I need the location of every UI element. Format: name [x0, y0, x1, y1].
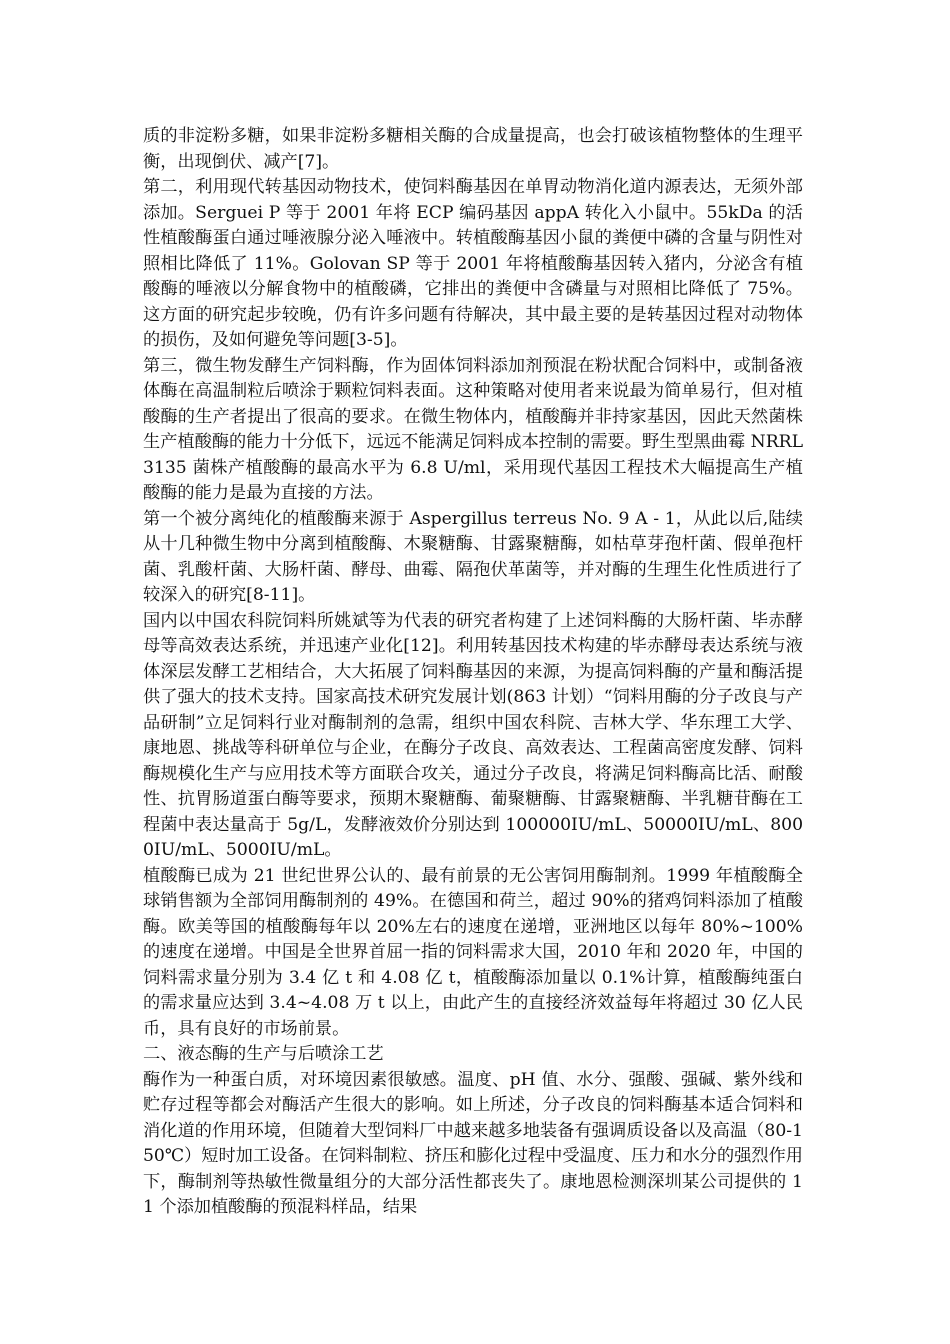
section-heading: 二、液态酶的生产与后喷涂工艺	[143, 1044, 384, 1064]
paragraph-5: 国内以中国农科院饲料所姚斌等为代表的研究者构建了上述饲料酶的大肠杆菌、毕赤酵母等高效表达系统，并迅速产业化[12]。利用转基因技术构建的毕赤酵母表达系统与液体深层发酵工艺相结合，大大拓展了饲料酶基因的来源，为提高饲料酶的产量和酶活提供了强大的技术支持。国家高技术研究发展计划(863 计划）“饲料用酶的分子改良与产品研制”立足饲料行业对酶制剂的急需，组织中国农科院、吉林大学、华东理工大学、康地恩、挑战等科研单位与企业，在酶分子改良、高效表达、工程菌高密度发酵、饲料酶规模化生产与应用技术等方面联合攻关，通过分子改良，将满足饲料酶高比活、耐酸性、抗胃肠道蛋白酶等要求，预期木聚糖酶、葡聚糖酶、甘露聚糖酶、半乳糖苷酶在工程菌中表达量高于 5g/L，发酵液效价分别达到 100000IU/mL、50000IU/mL、8000IU/mL、5000IU/mL。	[143, 610, 803, 860]
paragraph-4: 第一个被分离纯化的植酸酶来源于 Aspergillus terreus No. 9 A - 1，从此以后,陆续从十几种微生物中分离到植酸酶、木聚糖酶、甘露聚糖酶，如枯草芽孢杆菌、假单孢杆菌、乳酸杆菌、大肠杆菌、酵母、曲霉、隔孢伏革菌等，并对酶的生理生化性质进行了较深入的研究[8-11]。	[143, 508, 803, 605]
paragraph-2: 第二，利用现代转基因动物技术，使饲料酶基因在单胃动物消化道内源表达，无须外部添加。Serguei P 等于 2001 年将 ECP 编码基因 appA 转化入小鼠中。55kDa 的活性植酸酶蛋白通过唾液腺分泌入唾液中。转植酸酶基因小鼠的粪便中磷的含量与阴性对照相比降低了 11%。Golovan SP 等于 2001 年将植酸酶基因转入猪内，分泌含有植酸酶的唾液以分解食物中的植酸磷，它排出的粪便中含磷量与对照相比降低了 75%。这方面的研究起步较晚，仍有许多问题有待解决，其中最主要的是转基因过程对动物体的损伤，及如何避免等问题[3-5]。	[143, 177, 803, 350]
paragraph-3: 第三，微生物发酵生产饲料酶，作为固体饲料添加剂预混在粉状配合饲料中，或制备液体酶在高温制粒后喷涂于颗粒饲料表面。这种策略对使用者来说最为简单易行，但对植酸酶的生产者提出了很高的要求。在微生物体内，植酸酶并非持家基因，因此天然菌株生产植酸酶的能力十分低下，远远不能满足饲料成本控制的需要。野生型黑曲霉 NRRL3135 菌株产植酸酶的最高水平为 6.8 U/ml，采用现代基因工程技术大幅提高生产植酸酶的能力是最为直接的方法。	[143, 355, 803, 503]
paragraph-6: 植酸酶已成为 21 世纪世界公认的、最有前景的无公害饲用酶制剂。1999 年植酸酶全球销售额为全部饲用酶制剂的 49%。在德国和荷兰，超过 90%的猪鸡饲料添加了植酸酶。欧美等国的植酸酶每年以 20%左右的速度在递增，亚洲地区以每年 80%~100%的速度在递增。中国是全世界首屈一指的饲料需求大国，2010 年和 2020 年，中国的饲料需求量分别为 3.4 亿 t 和 4.08 亿 t，植酸酶添加量以 0.1%计算，植酸酶纯蛋白的需求量应达到 3.4~4.08 万 t 以上，由此产生的直接经济效益每年将超过 30 亿人民币，具有良好的市场前景。	[143, 865, 803, 1039]
paragraph-1: 质的非淀粉多糖，如果非淀粉多糖相关酶的合成量提高，也会打破该植物整体的生理平衡，出现倒伏、减产[7]。	[143, 126, 803, 172]
document-body	[143, 124, 803, 1221]
paragraph-7: 酶作为一种蛋白质，对环境因素很敏感。温度、pH 值、水分、强酸、强碱、紫外线和贮存过程等都会对酶活产生很大的影响。如上所述，分子改良的饲料酶基本适合饲料和消化道的作用环境，但随着大型饲料厂中越来越多地装备有强调质设备以及高温（80-150℃）短时加工设备。在饲料制粒、挤压和膨化过程中受温度、压力和水分的强烈作用下，酶制剂等热敏性微量组分的大部分活性都丧失了。康地恩检测深圳某公司提供的 11 个添加植酸酶的预混料样品，结果	[143, 1069, 803, 1217]
